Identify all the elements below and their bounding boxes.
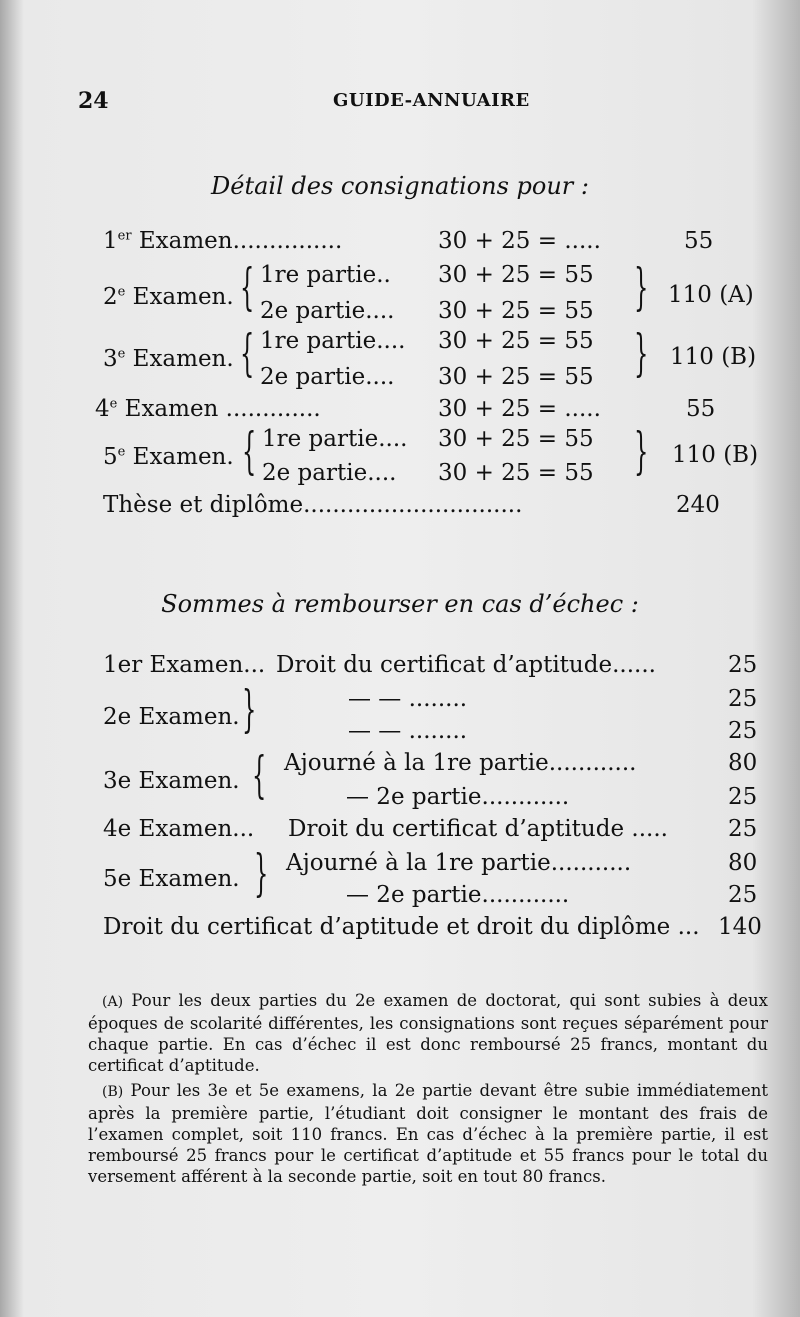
refund-amount-8: 25 xyxy=(728,882,758,908)
refund-amount-2: 25 xyxy=(728,686,758,712)
refund-text-8: — 2e partie............ xyxy=(346,882,570,908)
refund-amount-1: 25 xyxy=(728,652,758,678)
refund-text-5: — 2e partie............ xyxy=(346,784,570,810)
footnote-a: (A) Pour les deux parties du 2e examen de doctorat, qui sont subies à deux époques de scolarité différentes, les consignations sont reçues séparément pour chaque partie. En cas d’échec il est donc remboursé 25 francs, montant du certificat d’aptitude. xyxy=(88,991,768,1075)
consignation-row-6: Thèse et diplôme.............................. xyxy=(103,492,523,518)
section1-title: Détail des consignations pour : xyxy=(211,172,589,200)
formula-part1: 30 + 25 = 55 xyxy=(438,328,594,354)
formula-part1: 30 + 25 = 55 xyxy=(438,262,594,288)
consignation-row-2: 2e Examen. xyxy=(103,284,234,310)
total-row-4: 55 xyxy=(686,396,716,422)
refund-label-5: 5e Examen. xyxy=(103,866,240,892)
page-header xyxy=(78,88,740,118)
formula-row-4: 30 + 25 = ..... xyxy=(438,396,601,422)
refund-text-9: Droit du certificat d’aptitude et droit du diplôme ... xyxy=(103,914,700,940)
refund-amount-6: 25 xyxy=(728,816,758,842)
refund-label-1: 1er Examen... xyxy=(103,652,266,678)
refund-text-2: — — ........ xyxy=(348,686,468,712)
part1-label: 1re partie.. xyxy=(260,262,391,288)
consignation-row-4: 4e Examen ............. xyxy=(95,396,321,422)
left-brace: { xyxy=(240,324,255,382)
refund-amount-9: 140 xyxy=(718,914,762,940)
refund-text-7: Ajourné à la 1re partie........... xyxy=(286,850,632,876)
part1-label: 1re partie.... xyxy=(262,426,408,452)
part1-label: 1re partie.... xyxy=(260,328,406,354)
consignation-row-3: 3e Examen. xyxy=(103,346,234,372)
total-row-1: 55 xyxy=(684,228,714,254)
refund-label-4: 4e Examen... xyxy=(103,816,255,842)
part2-label: 2e partie.... xyxy=(260,298,395,324)
refund-label-2: 2e Examen. xyxy=(103,704,240,730)
part2-label: 2e partie.... xyxy=(260,364,395,390)
left-brace: { xyxy=(242,422,257,480)
running-title: GUIDE-ANNUAIRE xyxy=(333,90,530,111)
refund-text-1: Droit du certificat d’aptitude...... xyxy=(276,652,656,678)
refund-amount-7: 80 xyxy=(728,850,758,876)
page-number: 24 xyxy=(78,88,109,114)
refund-text-3: — — ........ xyxy=(348,718,468,744)
footnote-b: (B) Pour les 3e et 5e examens, la 2e partie devant être subie immédiatement après la première partie, l’étudiant doit consigner le montant des frais de l’examen complet, soit 110 francs. En cas d’échec à la première partie, il est remboursé 25 francs pour le certificat d’aptitude et 55 francs pour le total du versement afférent à la seconde partie, soit en tout 80 francs. xyxy=(88,1081,768,1186)
footnotes xyxy=(88,990,768,1191)
left-brace: { xyxy=(252,746,267,804)
formula-part2: 30 + 25 = 55 xyxy=(438,298,594,324)
total-row-3: 110 (B) xyxy=(670,344,757,370)
refund-amount-3: 25 xyxy=(728,718,758,744)
right-brace: } xyxy=(634,324,649,382)
left-brace: { xyxy=(240,258,255,316)
part2-label: 2e partie.... xyxy=(262,460,397,486)
total-row-2: 110 (A) xyxy=(668,282,754,308)
section2-title: Sommes à rembourser en cas d’échec : xyxy=(161,590,639,618)
refund-label-3: 3e Examen. xyxy=(103,768,240,794)
refund-text-6: Droit du certificat d’aptitude ..... xyxy=(288,816,668,842)
left-brace: } xyxy=(254,844,269,902)
refund-amount-4: 80 xyxy=(728,750,758,776)
formula-row-1: 30 + 25 = ..... xyxy=(438,228,601,254)
right-brace: } xyxy=(634,258,649,316)
right-brace: } xyxy=(634,422,649,480)
formula-part2: 30 + 25 = 55 xyxy=(438,460,594,486)
refund-amount-5: 25 xyxy=(728,784,758,810)
total-row-5: 110 (B) xyxy=(672,442,759,468)
left-brace: } xyxy=(242,680,257,738)
total-row-6: 240 xyxy=(676,492,720,518)
consignation-row-1: 1er Examen............... xyxy=(103,228,343,254)
consignation-row-5: 5e Examen. xyxy=(103,444,234,470)
formula-part1: 30 + 25 = 55 xyxy=(438,426,594,452)
formula-part2: 30 + 25 = 55 xyxy=(438,364,594,390)
refund-text-4: Ajourné à la 1re partie............ xyxy=(284,750,637,776)
